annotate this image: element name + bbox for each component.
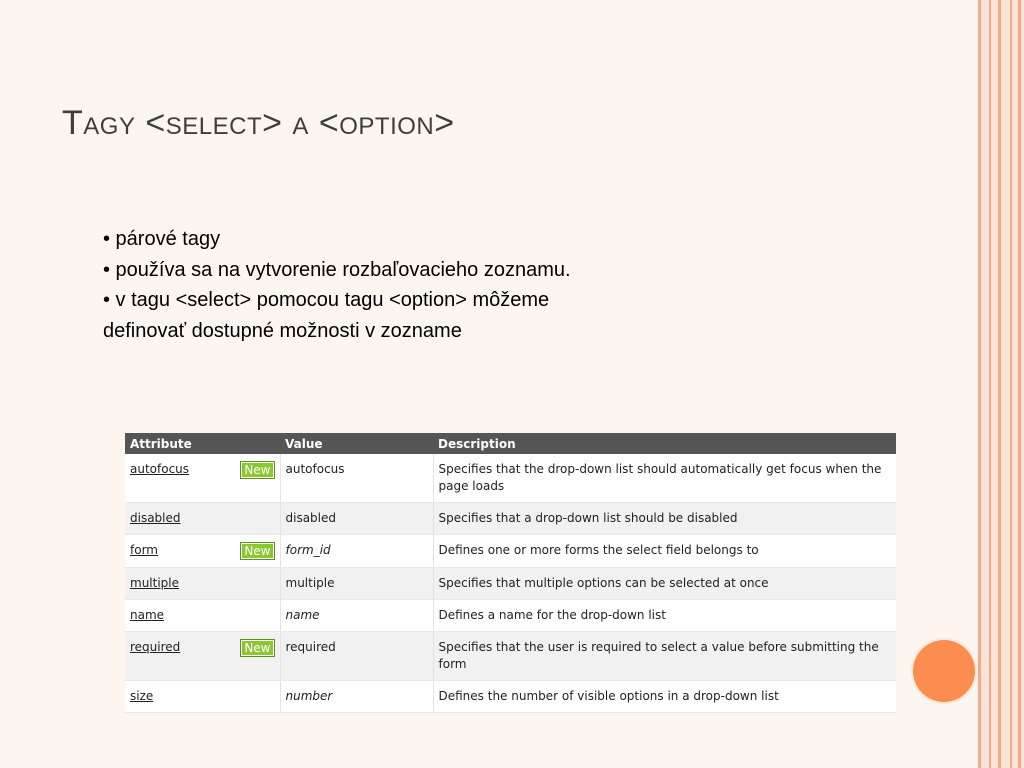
header-value: Value xyxy=(280,433,433,454)
description-cell: Specifies that the user is required to select a value before submitting the form xyxy=(433,632,896,681)
attribute-cell xyxy=(125,454,280,503)
value-cell: multiple xyxy=(280,568,433,600)
table-row xyxy=(125,503,896,535)
value-cell: name xyxy=(280,600,433,632)
bullet-item: definovať dostupné možnosti v zozname xyxy=(103,319,462,342)
value-cell: required xyxy=(280,632,433,681)
table-row xyxy=(125,600,896,632)
description-cell: Specifies that a drop-down list should be disabled xyxy=(433,503,896,535)
border-stripe xyxy=(1010,0,1012,768)
attribute-cell xyxy=(125,503,280,535)
new-badge: New xyxy=(240,639,274,657)
slide-title: Tagy <select> a <option> xyxy=(62,104,455,142)
attribute-link-form[interactable]: form xyxy=(130,543,158,557)
description-cell: Defines one or more forms the select field belongs to xyxy=(433,535,896,568)
bullet-list xyxy=(103,224,743,346)
attribute-cell xyxy=(125,568,280,600)
description-cell: Specifies that multiple options can be selected at once xyxy=(433,568,896,600)
attribute-link-size[interactable]: size xyxy=(130,689,154,703)
header-attribute: Attribute xyxy=(125,433,280,454)
new-badge: New xyxy=(240,542,274,560)
table-row xyxy=(125,454,896,503)
attribute-link-required[interactable]: required xyxy=(130,640,181,654)
border-stripe xyxy=(978,0,981,768)
attribute-link-disabled[interactable]: disabled xyxy=(130,511,181,525)
description-cell: Defines a name for the drop-down list xyxy=(433,600,896,632)
attribute-link-autofocus[interactable]: autofocus xyxy=(130,462,190,476)
value-cell: number xyxy=(280,681,433,713)
table-header-row xyxy=(125,433,896,454)
border-stripe xyxy=(998,0,1001,768)
bullet-item: • v tagu <select> pomocou tagu <option> môžeme xyxy=(103,289,550,311)
value-cell: disabled xyxy=(280,503,433,535)
description-cell: Defines the number of visible options in a drop-down list xyxy=(433,681,896,713)
new-badge: New xyxy=(240,461,274,479)
header-description: Description xyxy=(433,433,896,454)
attribute-cell xyxy=(125,632,280,681)
attribute-link-name[interactable]: name xyxy=(130,608,165,622)
attribute-cell xyxy=(125,681,280,713)
attribute-link-multiple[interactable]: multiple xyxy=(130,576,180,590)
decorative-circle xyxy=(913,640,975,702)
table-row xyxy=(125,632,896,681)
attribute-cell xyxy=(125,535,280,568)
border-stripe xyxy=(1018,0,1021,768)
table-row xyxy=(125,568,896,600)
value-cell: form_id xyxy=(280,535,433,568)
border-stripe xyxy=(989,0,991,768)
bullet-item: • párové tagy xyxy=(103,228,221,250)
attributes-table xyxy=(125,433,896,713)
description-cell: Specifies that the drop-down list should automatically get focus when the page loads xyxy=(433,454,896,503)
attribute-cell xyxy=(125,600,280,632)
value-cell: autofocus xyxy=(280,454,433,503)
table-row xyxy=(125,535,896,568)
bullet-item: • používa sa na vytvorenie rozbaľovacieho zoznamu. xyxy=(103,258,571,281)
table-row xyxy=(125,681,896,713)
